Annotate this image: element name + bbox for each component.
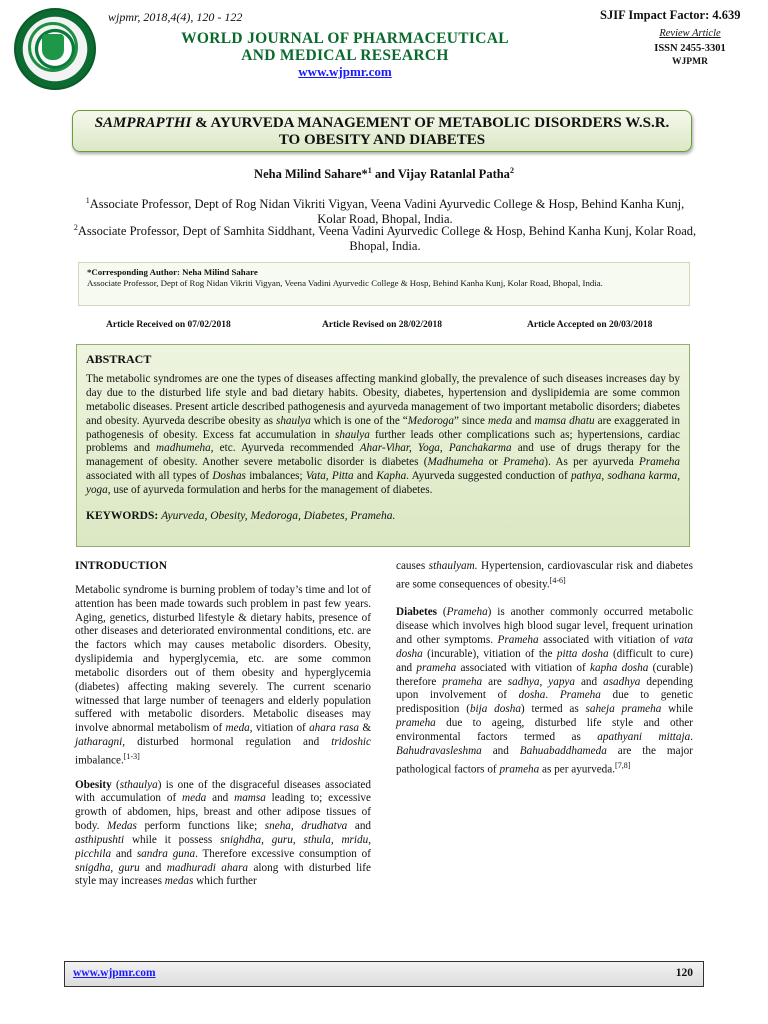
author-1: Neha Milind Sahare* bbox=[254, 167, 368, 182]
date-received: Article Received on 07/02/2018 bbox=[106, 320, 231, 330]
page-footer bbox=[64, 961, 704, 987]
affiliation-1: $^1$Associate Professor, Dept of Rog Nidan Vikriti Vigyan, Veena Vadini Ayurvedic College & Hosp, Behind Kanha Kunj, Kolar Road, Bhopal, India. bbox=[85, 196, 685, 227]
body-column-left bbox=[75, 560, 371, 899]
author-2: and Vijay Ratanlal Patha bbox=[371, 167, 510, 182]
body-column-right bbox=[396, 560, 693, 787]
title-italic: SAMPRAPTHI bbox=[94, 115, 192, 131]
date-revised: Article Revised on 28/02/2018 bbox=[322, 320, 443, 330]
corresponding-label: *Corresponding Author: Neha Milind Sahare bbox=[87, 267, 258, 277]
abstract-text: The metabolic syndromes are one the types of diseases affecting mankind globally, the prevalence of such diseases increases day by day due to the disturbed life style and bad dietary habits. Obesity, diabetes, hypertension and dyslipidemia are some common metabolic diseases. Present article described pathogenesis and ayurveda management of two important metabolic disorders; diabetes and obesity. Ayurveda describe obesity as shaulya which is one of the “Medoroga” since meda and mamsa dhatu are exaggerated in pathogenesis of obesity. Excess fat accumulation in shaulya further leads other complications such as; hypertensions, cardiac problems and madhumeha, etc. Ayurveda recommended Ahar-Vihar, Yoga, Panchakarma and use of drugs therapy for the management of obesity. Another severe metabolic disorder is diabetes (Madhumeha or Prameha). As per ayurveda Prameha associated with all types of Doshas imbalances; Vata, Pitta and Kapha. Ayurveda suggested conduction of pathya, sodhana karma, yoga, use of ayurveda formulation and herbs for the management of diabetes. bbox=[86, 372, 681, 497]
title-line2: TO OBESITY AND DIABETES bbox=[278, 132, 486, 148]
journal-name-line2: AND MEDICAL RESEARCH bbox=[241, 47, 449, 64]
corresponding-text: Associate Professor, Dept of Rog Nidan Vikriti Vigyan, Veena Vadini Ayurvedic College & Hosp, Behind Kanha Kunj, Kolar Road, Bhopal, India. bbox=[87, 278, 603, 288]
intro-heading: INTRODUCTION bbox=[75, 560, 168, 572]
journal-name-line1: WORLD JOURNAL OF PHARMACEUTICAL bbox=[181, 30, 509, 47]
impact-factor: SJIF Impact Factor: 4.639 bbox=[600, 8, 741, 22]
obesity-continued: causes sthaulyam. Hypertension, cardiovascular risk and diabetes are some consequences of obesity.[4-6] bbox=[396, 560, 693, 591]
issn: ISSN 2455-3301 bbox=[654, 43, 726, 55]
page-number: 120 bbox=[675, 967, 693, 979]
abstract-heading: ABSTRACT bbox=[86, 352, 152, 366]
article-title bbox=[72, 110, 692, 152]
abstract-box bbox=[76, 344, 690, 547]
article-type: Review Article bbox=[659, 28, 721, 39]
diabetes-paragraph: Diabetes (Prameha) is another commonly occurred metabolic disease which involves high blood sugar level, frequent urination and other symptoms. Prameha associated with vitiation of vata dosha (incurable), vitiation of the pitta dosha (difficult to cure) and prameha associated with vitiation of kapha dosha (curable) therefore prameha are sadhya, yapya and asadhya depending upon involvement of dosha. Prameha due to genetic predisposition (bija dosha) termed as saheja prameha while prameha due to ageing, disturbed life style and other environmental factors termed as apathyani mittaja. Bahudravasleshma and Bahuabaddhameda are the major pathological factors of prameha as per ayurveda.[7,8] bbox=[396, 606, 694, 776]
intro-paragraph: Metabolic syndrome is burning problem of today’s time and lot of attention has been made towards such problem in past few years. Aging, genetics, disturbed lifestyle & dietary habits, presence of other diseases and deteriorated environmental conditions, etc. are the factors which may causes metabolic disorders. Obesity, dyslipidemia and hyperglycemia, etc. are some common metabolic disorders out of them obesity and hyperglycemia (diabetes) affecting making severely. The current scenario witnessed that large number of teenagers and elderly population suffered with metabolic disorders. Metabolic diseases may involve abnormal metabolism of meda, vitiation of ahara rasa & jatharagni, disturbed hormonal regulation and tridoshic imbalance.[1-3] bbox=[75, 583, 372, 767]
corresponding-author-box bbox=[78, 262, 690, 306]
footer-website-link[interactable]: www.wjpmr.com bbox=[73, 967, 156, 979]
title-line1: & AYURVEDA MANAGEMENT OF METABOLIC DISORDERS W.S.R. bbox=[191, 115, 670, 131]
obesity-paragraph: Obesity (sthaulya) is one of the disgraceful diseases associated with accumulation of meda and mamsa leading to; excessive growth of abdomen, hips, breast and other adipose tissues of body. Medas perform functions like; sneha, drudhatva and asthipushti while it possess snighdha, guru, sthula, mridu, picchila and sandra guna. Therefore excessive consumption of snigdha, guru and madhuradi ahara along with disturbed life style may increases medas which further bbox=[75, 778, 372, 888]
authors: Neha Milind Sahare*$^1$ and Vijay Ratanlal Patha$^2$ bbox=[254, 166, 514, 182]
affiliation-2: $^2$Associate Professor, Dept of Samhita Siddhant, Veena Vadini Ayurvedic College & Hosp, Behind Kanha Kunj, Kolar Road, Bhopal, India. bbox=[73, 223, 697, 254]
article-info-box bbox=[636, 26, 744, 70]
citation: wjpmr, 2018,4(4), 120 - 122 bbox=[108, 10, 243, 24]
journal-abbr: WJPMR bbox=[672, 57, 708, 68]
date-accepted: Article Accepted on 20/03/2018 bbox=[527, 320, 653, 330]
keywords: KEYWORDS: Ayurveda, Obesity, Medoroga, Diabetes, Prameha. bbox=[86, 510, 396, 523]
journal-seal-icon bbox=[14, 8, 96, 90]
journal-website-link[interactable]: www.wjpmr.com bbox=[298, 64, 392, 79]
